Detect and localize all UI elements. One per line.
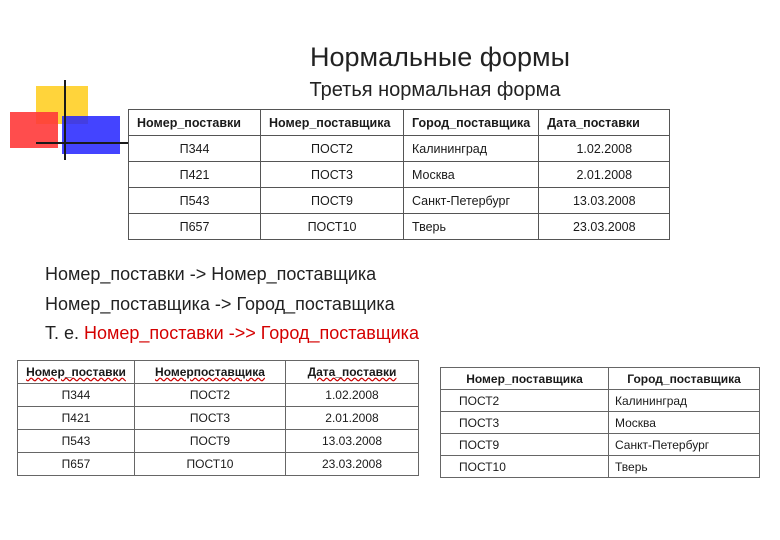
- supplier-city-table: [440, 367, 760, 478]
- table-cell: 13.03.2008: [286, 430, 419, 453]
- table-cell: ПОСТ2: [135, 384, 286, 407]
- table-cell: Калининград: [404, 136, 539, 162]
- table-cell: П657: [18, 453, 135, 476]
- table-cell: П421: [18, 407, 135, 430]
- table-header-row: [441, 368, 760, 390]
- table-row: [441, 434, 760, 456]
- table-cell: ПОСТ3: [261, 162, 404, 188]
- table-cell: П344: [129, 136, 261, 162]
- table-cell: Калининград: [609, 390, 760, 412]
- table-cell: Санкт-Петербург: [404, 188, 539, 214]
- header-cell: Город_поставщика: [609, 368, 760, 390]
- table-cell: П543: [129, 188, 261, 214]
- header-cell: Номер_поставщика: [261, 110, 404, 136]
- table-cell: П543: [18, 430, 135, 453]
- table-row: [18, 407, 419, 430]
- table-row: [129, 162, 670, 188]
- table-cell: 13.03.2008: [539, 188, 670, 214]
- table-cell: П657: [129, 214, 261, 240]
- table-cell: Москва: [404, 162, 539, 188]
- table-cell: 23.03.2008: [286, 453, 419, 476]
- table-cell: ПОСТ2: [261, 136, 404, 162]
- header-cell: Номер_поставщика: [441, 368, 609, 390]
- supply-table: [128, 109, 670, 240]
- header-cell: Номер_поставки: [18, 361, 135, 384]
- table-cell: ПОСТ9: [135, 430, 286, 453]
- logo-horizontal-line: [36, 142, 128, 144]
- table-row: [441, 412, 760, 434]
- table-row: [441, 456, 760, 478]
- header-cell: Дата_поставки: [539, 110, 670, 136]
- header-cell: Номер_поставки: [129, 110, 261, 136]
- table-cell: ПОСТ9: [261, 188, 404, 214]
- table-row: [18, 384, 419, 407]
- transitive-dependency: Номер_поставки ->> Город_поставщика: [84, 323, 419, 343]
- table-cell: П344: [18, 384, 135, 407]
- table-cell: Москва: [609, 412, 760, 434]
- supply-decomposed-table: [17, 360, 419, 476]
- table-header-row: [18, 361, 419, 384]
- table-row: [129, 214, 670, 240]
- table-cell: Тверь: [609, 456, 760, 478]
- table-cell: ПОСТ3: [441, 412, 609, 434]
- table-cell: 23.03.2008: [539, 214, 670, 240]
- dependency-line-2: Номер_поставщика -> Город_поставщика: [45, 294, 395, 314]
- table-cell: ПОСТ3: [135, 407, 286, 430]
- table-cell: 2.01.2008: [286, 407, 419, 430]
- table-cell: П421: [129, 162, 261, 188]
- dependency-line-1: Номер_поставки -> Номер_поставщика: [45, 264, 377, 284]
- header-cell: Город_поставщика: [404, 110, 539, 136]
- header-cell: Номерпоставщика: [135, 361, 286, 384]
- slide-title: Нормальные формы: [310, 42, 570, 72]
- slide-subtitle: Третья нормальная форма: [309, 79, 561, 101]
- table-row: [18, 453, 419, 476]
- table-row: [129, 136, 670, 162]
- table-cell: ПОСТ9: [441, 434, 609, 456]
- table-cell: 1.02.2008: [286, 384, 419, 407]
- header-cell: Дата_поставки: [286, 361, 419, 384]
- logo-blue-square: [62, 116, 120, 154]
- table-cell: ПОСТ2: [441, 390, 609, 412]
- table-row: [129, 188, 670, 214]
- table-row: [441, 390, 760, 412]
- table-row: [18, 430, 419, 453]
- dependency-line-3: [45, 323, 419, 344]
- table-cell: ПОСТ10: [261, 214, 404, 240]
- table-cell: ПОСТ10: [135, 453, 286, 476]
- table-cell: Тверь: [404, 214, 539, 240]
- table-cell: 2.01.2008: [539, 162, 670, 188]
- table-cell: Санкт-Петербург: [609, 434, 760, 456]
- table-cell: 1.02.2008: [539, 136, 670, 162]
- table-header-row: [129, 110, 670, 136]
- table-cell: ПОСТ10: [441, 456, 609, 478]
- dependency-prefix: Т. е.: [45, 323, 85, 343]
